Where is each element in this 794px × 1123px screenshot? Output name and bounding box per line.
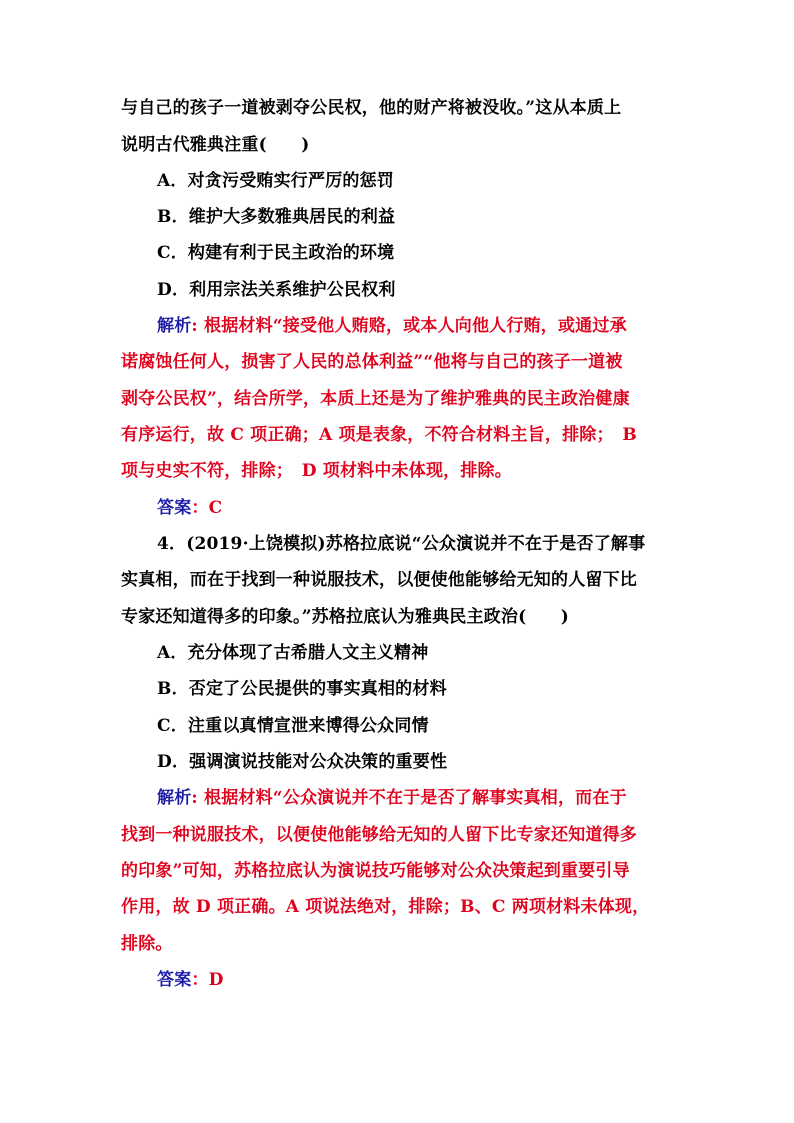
q3-analysis-line: 诺腐蚀任何人，损害了人民的总体利益”“他将与自己的孩子一道被 — [121, 352, 623, 372]
q4-analysis-line: 作用，故 D 项正确。A 项说法绝对，排除；B、C 两项材料未体现， — [121, 897, 650, 917]
answer-value: ：C — [191, 498, 223, 518]
q4-analysis-line — [157, 786, 627, 810]
analysis-text: : 根据材料“接受他人贿赂，或本人向他人行贿，或通过承 — [191, 316, 627, 336]
q3-stem-line: 与自己的孩子一道被剥夺公民权，他的财产将被没收。”这从本质上 — [121, 98, 622, 118]
answer-label: 答案 — [157, 970, 192, 990]
q4-analysis-line: 排除。 — [121, 934, 173, 954]
q3-option-b: B．维护大多数雅典居民的利益 — [157, 207, 396, 227]
answer-value: ：D — [191, 970, 224, 990]
q3-analysis-line: 有序运行，故 C 项正确；A 项是表象，不符合材料主旨，排除； B — [121, 425, 637, 445]
q4-option-d: D．强调演说技能对公众决策的重要性 — [157, 752, 448, 772]
q4-stem-line: 实真相，而在于找到一种说服技术，以便使他能够给无知的人留下比 — [121, 570, 637, 590]
q3-option-d: D．利用宗法关系维护公民权利 — [157, 280, 396, 300]
q3-option-c: C．构建有利于民主政治的环境 — [157, 243, 395, 263]
q4-analysis-line: 找到一种说服技术，以便使他能够给无知的人留下比专家还知道得多 — [121, 825, 637, 845]
q4-option-a: A．充分体现了古希腊人文主义精神 — [157, 643, 429, 663]
q4-stem-line: 4．(2019·上饶模拟)苏格拉底说“公众演说并不在于是否了解事 — [157, 534, 646, 554]
q4-stem-line: 专家还知道得多的印象。”苏格拉底认为雅典民主政治( ) — [121, 607, 569, 627]
analysis-label: 解析 — [157, 316, 192, 336]
q3-stem-line: 说明古代雅典注重( ) — [121, 135, 310, 155]
q3-option-a: A．对贪污受贿实行严厉的惩罚 — [157, 171, 394, 191]
q4-option-b: B．否定了公民提供的事实真相的材料 — [157, 679, 447, 699]
q4-answer — [157, 968, 224, 992]
q4-analysis-line: 的印象”可知，苏格拉底认为演说技巧能够对公众决策起到重要引导 — [121, 861, 630, 881]
q3-analysis-line — [157, 314, 627, 338]
q4-option-c: C．注重以真情宣泄来博得公众同情 — [157, 716, 429, 736]
answer-label: 答案 — [157, 498, 192, 518]
analysis-text: : 根据材料“公众演说并不在于是否了解事实真相，而在于 — [191, 788, 627, 808]
q3-analysis-line: 项与史实不符，排除； D 项材料中未体现，排除。 — [121, 461, 512, 481]
analysis-label: 解析 — [157, 788, 192, 808]
q3-analysis-line: 剥夺公民权”，结合所学，本质上还是为了维护雅典的民主政治健康 — [121, 389, 630, 409]
q3-answer — [157, 496, 222, 520]
